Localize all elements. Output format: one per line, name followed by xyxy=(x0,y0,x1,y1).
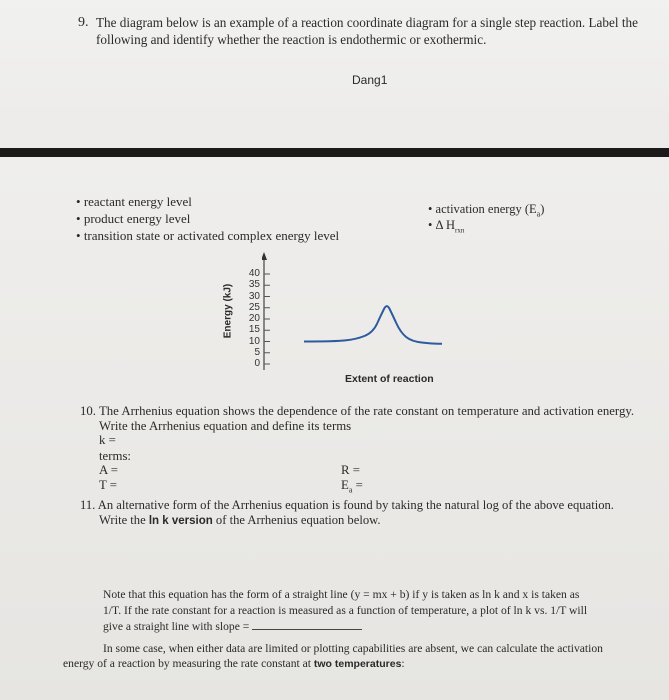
q10-line1: 10. The Arrhenius equation shows the dependence of the rate constant on temperature and activation energy. xyxy=(80,404,635,418)
activation-close: ) xyxy=(540,202,545,216)
note-line5-c: : xyxy=(401,657,405,670)
q11-line2-bold: ln k version xyxy=(148,515,213,527)
energy-chart xyxy=(262,250,452,380)
y-tick-label: 15 xyxy=(248,324,260,336)
y-tick-label: 10 xyxy=(248,335,260,347)
y-tick-label: 0 xyxy=(254,358,260,369)
activation-sub: a xyxy=(536,209,541,219)
label-activation-energy: • activation energy $(E_a)$ xyxy=(428,202,545,219)
page-divider xyxy=(0,148,669,157)
q10-term-t: T = xyxy=(99,478,118,492)
note-line3 xyxy=(103,617,362,635)
q9-line1: The diagram below is an example of a reaction coordinate diagram for a single step reaction. Label the xyxy=(96,15,638,30)
q11-line2-c: of the Arrhenius equation below. xyxy=(212,513,381,527)
q11-line2-a: Write the xyxy=(99,513,149,527)
y-tick-label: 35 xyxy=(248,279,260,291)
note-line5-bold: two temperatures xyxy=(313,658,402,670)
y-axis-arrow-icon xyxy=(262,252,267,260)
ea-eq: = xyxy=(352,478,363,492)
note-line2: 1/T. If the rate constant for a reaction is measured as a function of temperature, a plot of ln k vs. 1/T will xyxy=(103,604,588,617)
y-tick-label: 40 xyxy=(248,268,260,279)
note-line4: In some case, when either data are limited or plotting capabilities are absent, we can calculate the activation xyxy=(103,642,603,655)
note-line5 xyxy=(63,655,405,673)
q11-line1: 11. An alternative form of the Arrhenius equation is found by taking the natural log of the above equation. xyxy=(80,498,614,512)
q10-terms: terms: xyxy=(99,449,131,463)
x-axis-label: Extent of reaction xyxy=(345,373,434,385)
note-line1: Note that this equation has the form of a straight line (y = mx + b) if y is taken as ln k and x is taken as xyxy=(103,588,580,601)
q10-line2: Write the Arrhenius equation and define its terms xyxy=(99,419,352,433)
q11-line2 xyxy=(99,512,381,530)
q10-k: k = xyxy=(99,433,116,447)
label-reactant: • reactant energy level xyxy=(76,193,192,210)
q9-number: 9. xyxy=(78,15,89,30)
y-axis-ticks xyxy=(264,274,270,364)
delta-h-text: Δ H xyxy=(435,218,456,232)
note-line5-a: energy of a reaction by measuring the rate constant at xyxy=(63,657,314,670)
note-line3-text: give a straight line with slope = xyxy=(103,620,250,633)
y-tick-label: 25 xyxy=(248,301,260,313)
delta-h-sub: rxn xyxy=(455,226,465,235)
label-delta-h: • Δ $H_{rxn}$ xyxy=(428,218,465,235)
y-tick-label: 30 xyxy=(248,290,260,302)
label-product: • product energy level xyxy=(76,210,190,227)
slope-answer-blank[interactable] xyxy=(252,617,362,630)
q9-line2: following and identify whether the reaction is endothermic or exothermic. xyxy=(96,32,487,47)
y-axis-label: Energy (kJ) xyxy=(222,283,234,339)
ea-sub: a xyxy=(348,485,353,495)
label-transition-state: • transition state or activated complex energy level xyxy=(76,227,339,244)
y-tick-label: 5 xyxy=(254,346,260,358)
q10-term-r: R = xyxy=(341,463,360,477)
reaction-path-line xyxy=(304,306,442,344)
y-tick-label: 20 xyxy=(248,313,260,324)
q10-term-a: A = xyxy=(99,463,118,477)
activation-text: activation energy (E xyxy=(435,202,537,216)
q10-term-ea xyxy=(341,477,363,499)
signature-text: Dang1 xyxy=(352,73,388,87)
ea-text: E xyxy=(341,478,349,492)
